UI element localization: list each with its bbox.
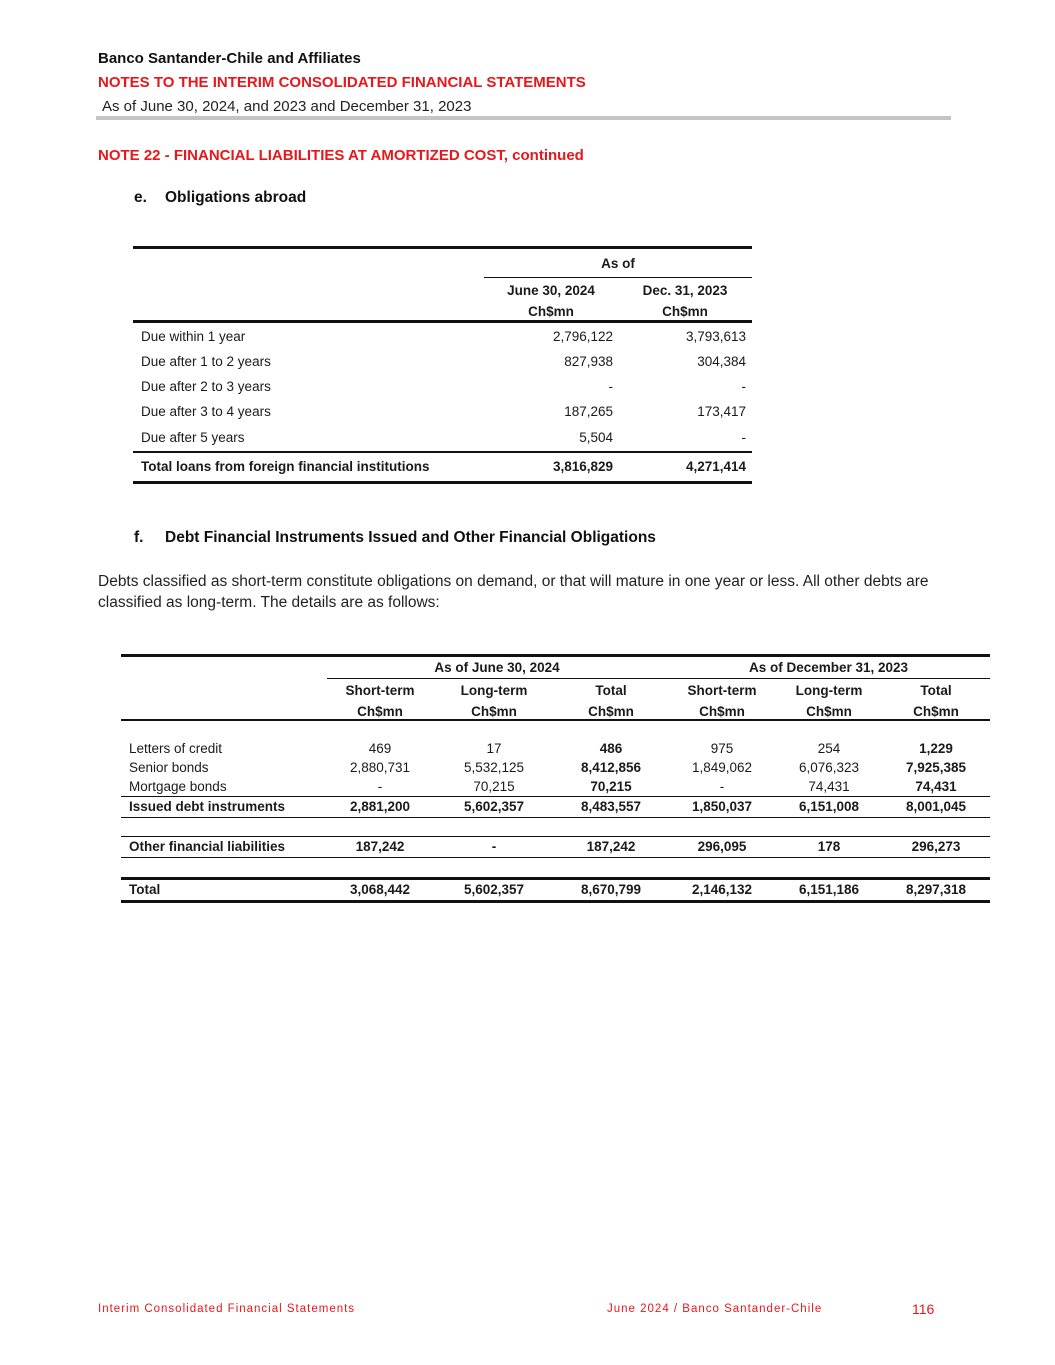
cell: - <box>377 779 383 794</box>
cell: 975 <box>710 741 734 756</box>
total-value-dec-2023: 4,271,414 <box>685 459 746 474</box>
group-header-underline <box>327 678 990 679</box>
section-e-letter: e. <box>134 189 147 206</box>
col-head-label: Short-term <box>687 683 757 698</box>
table-row <box>133 375 752 400</box>
section-f-letter: f. <box>134 529 144 546</box>
table-row <box>133 350 752 375</box>
row-label: Due after 3 to 4 years <box>141 404 271 419</box>
col-dec-2023-header <box>618 280 752 322</box>
total-label: Total loans from foreign financial institutions <box>141 459 430 474</box>
header-rule <box>121 719 990 721</box>
section-f-paragraph: Debts classified as short-term constitute obligations on demand, or that will mature in one year or less. All other debts are classified as long-term. The details are as follows: <box>98 573 929 611</box>
notes-title: NOTES TO THE INTERIM CONSOLIDATED FINANCIAL STATEMENTS <box>98 74 586 91</box>
cell: 296,095 <box>697 839 747 854</box>
table-row <box>133 400 752 425</box>
table-row <box>121 778 990 797</box>
col-header <box>439 680 549 722</box>
row-label: Mortgage bonds <box>129 779 227 794</box>
row-value-dec-2023: - <box>741 379 746 394</box>
table-row <box>133 426 752 451</box>
cell: 1,229 <box>919 741 953 756</box>
cell: 254 <box>817 741 841 756</box>
col-head-label: Long-term <box>460 683 528 698</box>
col-head-unit: Ch$mn <box>806 704 852 719</box>
cell: 469 <box>368 741 392 756</box>
header-rule <box>133 320 752 323</box>
row-value-june-2024: 187,265 <box>564 404 613 419</box>
col-head-label: Long-term <box>795 683 863 698</box>
cell: - <box>719 779 725 794</box>
col-head-label: Short-term <box>345 683 415 698</box>
other-top-rule <box>121 836 990 837</box>
other-liabilities-row <box>121 838 990 857</box>
total-top-rule <box>121 877 990 880</box>
col-header <box>325 680 435 722</box>
col-head-unit: Ch$mn <box>699 704 745 719</box>
total-row <box>133 455 752 480</box>
cell: - <box>491 839 497 854</box>
footer-document-title: Interim Consolidated Financial Statements <box>98 1303 356 1315</box>
total-rule <box>133 451 752 453</box>
cell: 6,151,008 <box>798 799 860 814</box>
cell: 17 <box>486 741 502 756</box>
row-value-dec-2023: 3,793,613 <box>685 329 746 344</box>
row-label: Due after 2 to 3 years <box>141 379 271 394</box>
table-bottom-rule <box>121 900 990 903</box>
section-e-heading <box>134 189 306 207</box>
cell: 74,431 <box>915 779 957 794</box>
row-label: Senior bonds <box>129 760 209 775</box>
subtotal-bottom-rule <box>121 817 990 818</box>
table-row <box>121 759 990 778</box>
cell: 74,431 <box>808 779 850 794</box>
total-value-june-2024: 3,816,829 <box>552 459 613 474</box>
row-label: Issued debt instruments <box>129 799 286 814</box>
table-row <box>133 325 752 350</box>
col-header <box>667 680 777 722</box>
row-value-june-2024: 827,938 <box>564 354 613 369</box>
row-label: Due within 1 year <box>141 329 246 344</box>
section-f-title: Debt Financial Instruments Issued and Other Financial Obligations <box>165 529 656 546</box>
col-head-unit: Ch$mn <box>913 704 959 719</box>
group-header-dec-2023: As of December 31, 2023 <box>748 660 909 675</box>
issued-debt-row <box>121 798 990 817</box>
row-value-june-2024: 5,504 <box>579 430 613 445</box>
cell: 2,146,132 <box>691 882 753 897</box>
row-value-dec-2023: 304,384 <box>697 354 746 369</box>
cell: 3,068,442 <box>349 882 411 897</box>
cell: 296,273 <box>911 839 961 854</box>
col-june-2024-unit: Ch$mn <box>528 304 574 319</box>
section-f-heading <box>134 529 656 547</box>
table-row <box>121 740 990 759</box>
table-bottom-rule <box>133 481 752 484</box>
table-top-rule <box>121 654 990 657</box>
table-top-rule <box>133 246 752 249</box>
cell: 2,880,731 <box>349 760 411 775</box>
as-of-underline <box>484 277 752 278</box>
row-value-dec-2023: 173,417 <box>697 404 746 419</box>
cell: 5,532,125 <box>463 760 525 775</box>
col-head-unit: Ch$mn <box>588 704 634 719</box>
row-value-dec-2023: - <box>741 430 746 445</box>
cell: 5,602,357 <box>463 799 525 814</box>
section-e-title: Obligations abroad <box>165 189 307 206</box>
cell: 486 <box>599 741 623 756</box>
cell: 7,925,385 <box>905 760 967 775</box>
group-header-june-2024: As of June 30, 2024 <box>434 660 560 675</box>
cell: 5,602,357 <box>463 882 525 897</box>
page-number: 116 <box>912 1301 935 1317</box>
footer-period: June 2024 / Banco Santander-Chile <box>607 1303 823 1315</box>
cell: 2,881,200 <box>349 799 411 814</box>
cell: 8,001,045 <box>905 799 967 814</box>
cell: 187,242 <box>355 839 405 854</box>
cell: 187,242 <box>586 839 636 854</box>
cell: 6,076,323 <box>798 760 860 775</box>
cell: 1,849,062 <box>691 760 753 775</box>
cell: 6,151,186 <box>798 882 860 897</box>
cell: 70,215 <box>590 779 632 794</box>
row-label: Due after 5 years <box>141 430 245 445</box>
cell: 1,850,037 <box>691 799 753 814</box>
col-june-2024-date: June 30, 2024 <box>507 283 595 298</box>
cell: 8,297,318 <box>905 882 967 897</box>
col-head-unit: Ch$mn <box>471 704 517 719</box>
col-head-label: Total <box>920 683 952 698</box>
cell: 8,670,799 <box>580 882 642 897</box>
note-title: NOTE 22 - FINANCIAL LIABILITIES AT AMORTIZED COST, continued <box>98 147 584 164</box>
col-header <box>774 680 884 722</box>
row-value-june-2024: - <box>608 379 613 394</box>
other-bottom-rule <box>121 857 990 858</box>
col-header <box>881 680 991 722</box>
as-of-header: As of <box>601 256 635 271</box>
cell: 70,215 <box>473 779 515 794</box>
col-header <box>556 680 666 722</box>
col-head-unit: Ch$mn <box>357 704 403 719</box>
row-label: Letters of credit <box>129 741 223 756</box>
statement-date-range: As of June 30, 2024, and 2023 and December 31, 2023 <box>102 98 472 115</box>
cell: 8,483,557 <box>580 799 642 814</box>
cell: 8,412,856 <box>580 760 642 775</box>
row-value-june-2024: 2,796,122 <box>552 329 613 344</box>
row-label: Due after 1 to 2 years <box>141 354 271 369</box>
col-head-label: Total <box>595 683 627 698</box>
col-june-2024-header <box>484 280 618 322</box>
header-divider <box>96 116 951 120</box>
subtotal-top-rule <box>121 796 990 797</box>
row-label: Total <box>129 882 161 897</box>
row-label: Other financial liabilities <box>129 839 286 854</box>
col-dec-2023-date: Dec. 31, 2023 <box>642 283 728 298</box>
total-row <box>121 881 990 900</box>
company-name: Banco Santander-Chile and Affiliates <box>98 50 361 67</box>
col-dec-2023-unit: Ch$mn <box>662 304 708 319</box>
cell: 178 <box>817 839 841 854</box>
